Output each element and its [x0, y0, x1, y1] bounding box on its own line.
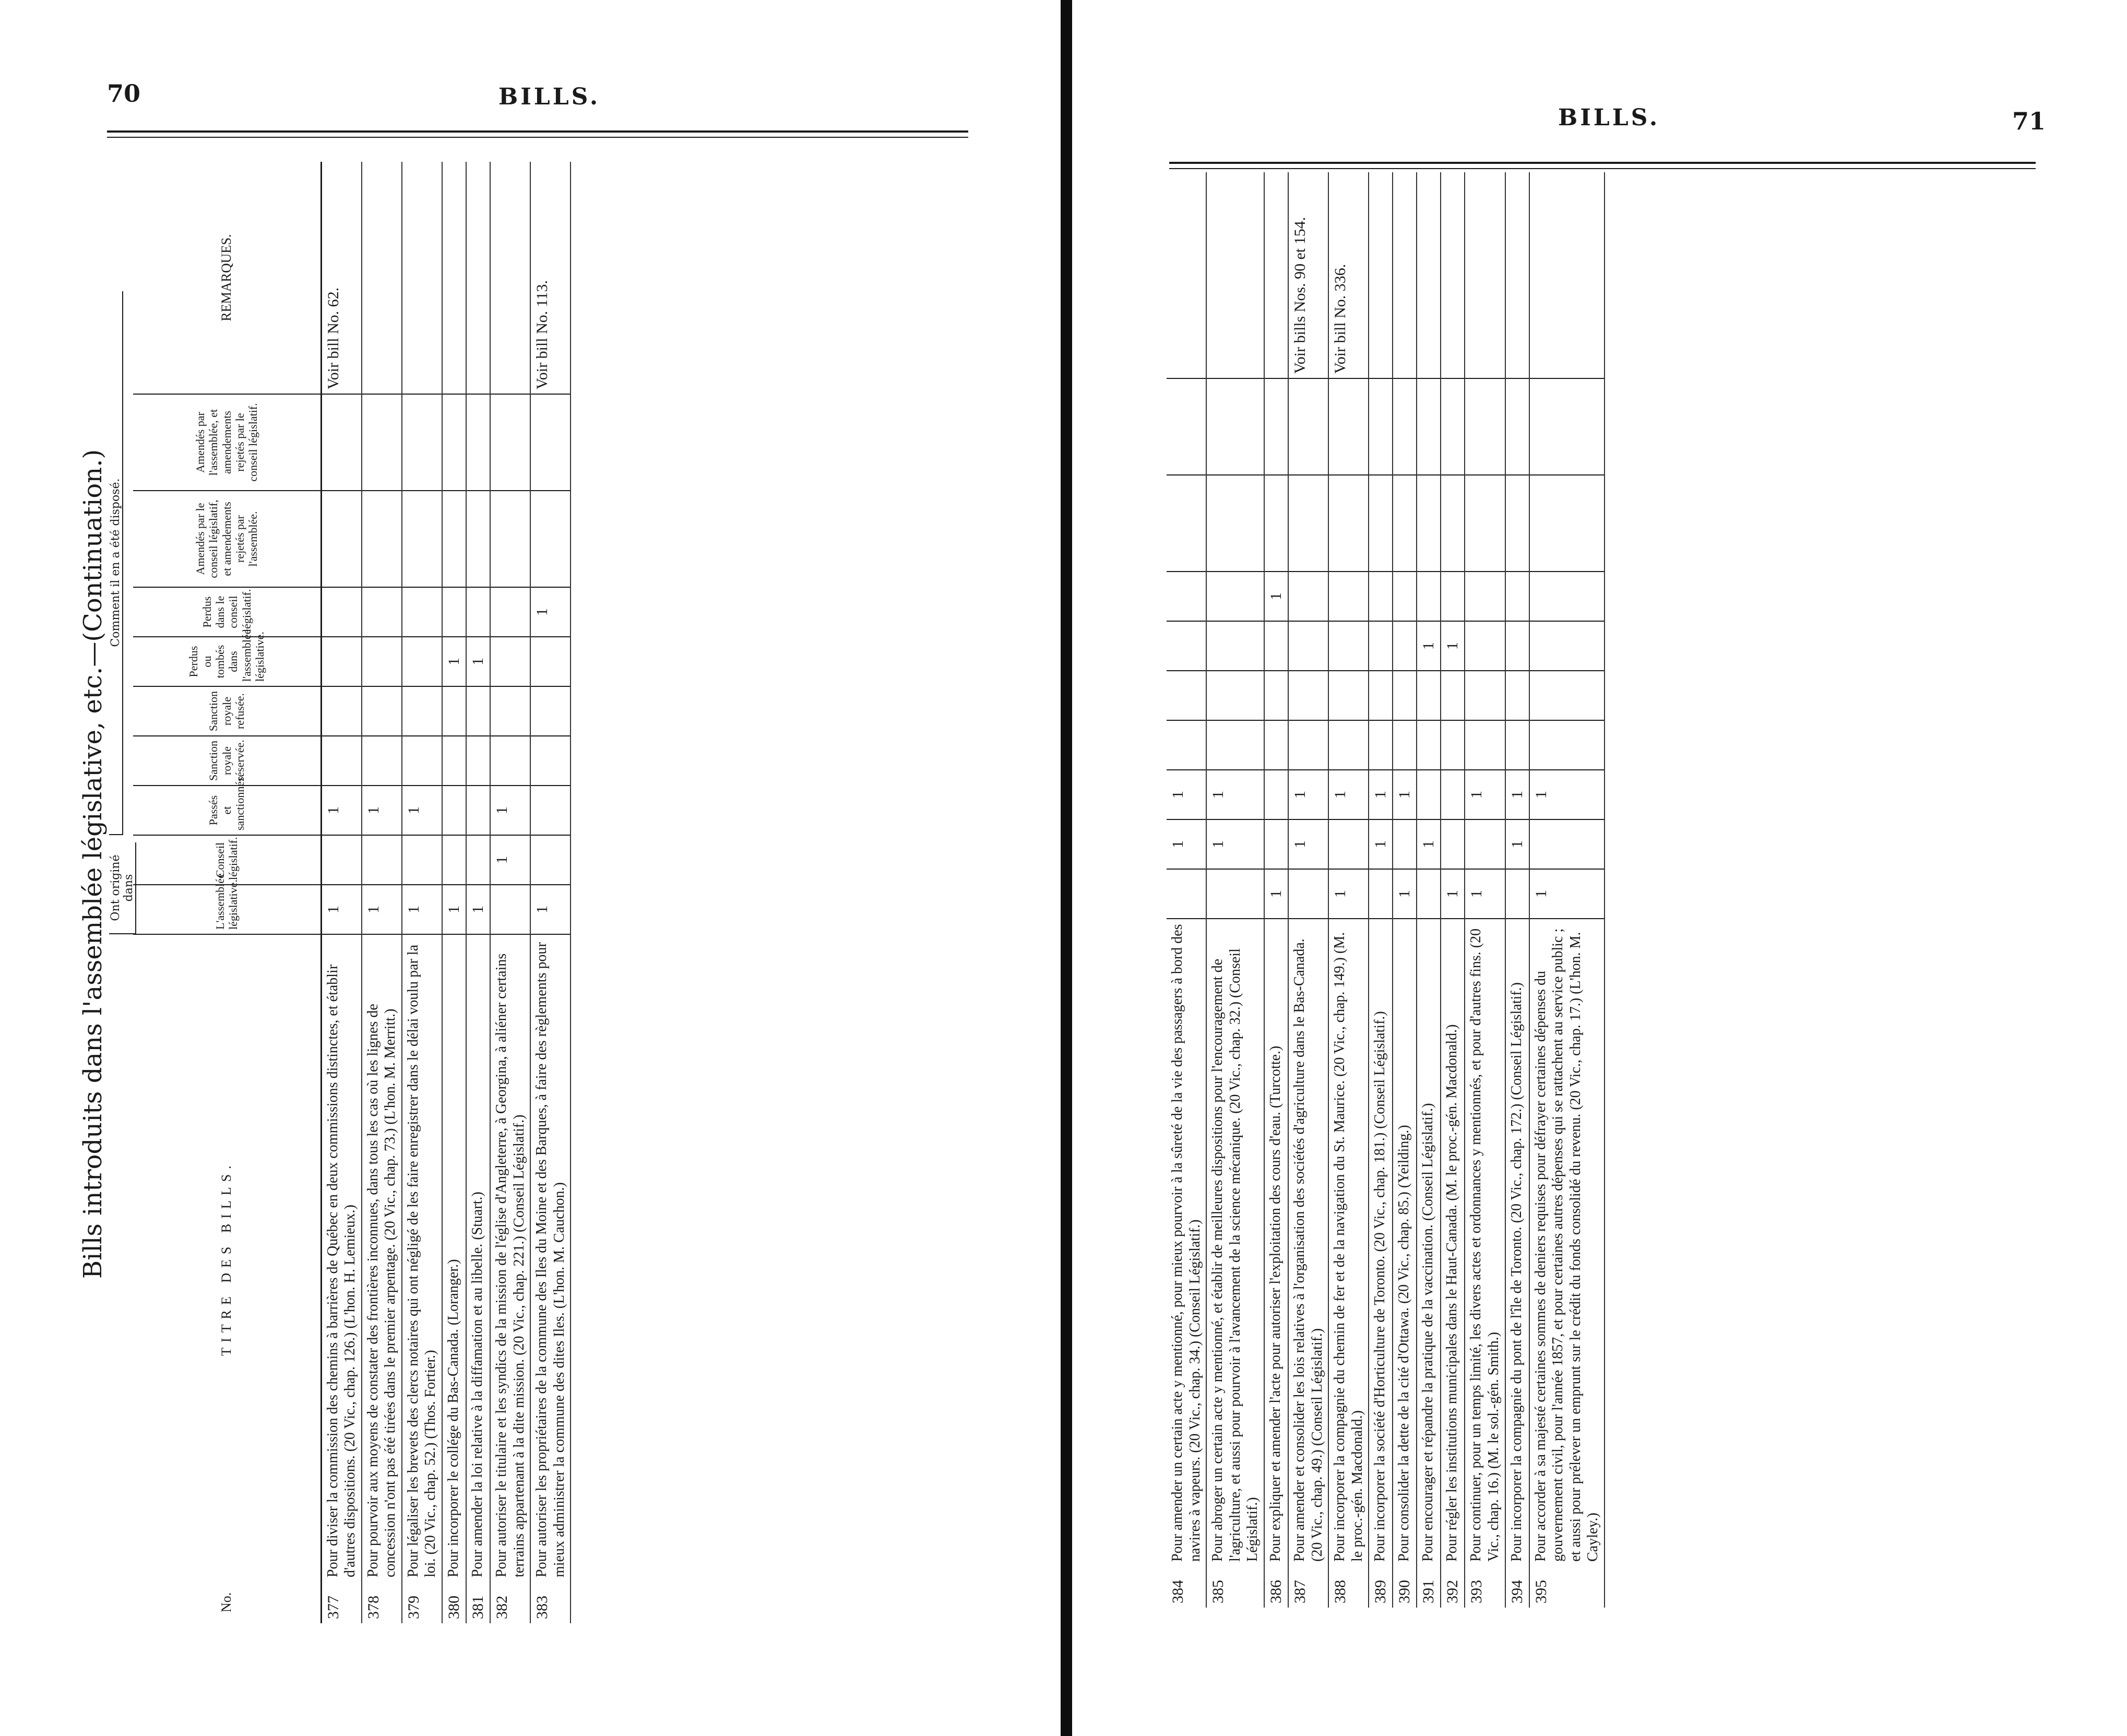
cell-perdus-assemblee — [402, 637, 442, 686]
table-row — [1369, 172, 1393, 1608]
cell-refusee — [1505, 671, 1529, 720]
cell-reservee — [1417, 720, 1441, 770]
cell-refusee — [530, 686, 571, 736]
col-header-remarques: REMARQUES. — [133, 162, 321, 394]
cell-amendes-assemblee — [1393, 378, 1417, 475]
col-header-titre: TITRE DES BILLS. — [133, 934, 321, 1582]
table-row — [402, 162, 442, 1623]
bill-remarque — [1529, 172, 1605, 378]
bill-remarque: Voir bills Nos. 90 et 154. — [1288, 172, 1328, 378]
cell-amendes-assemblee — [321, 394, 362, 491]
cell-amendes-assemblee — [1529, 378, 1605, 475]
bill-number: 377 — [321, 1582, 362, 1623]
cell-perdus-conseil — [1393, 572, 1417, 621]
left-table-title: Bills introduits dans l'assemblée législative, etc.—(Continuation.) — [78, 449, 108, 1279]
table-row — [490, 162, 530, 1623]
cell-perdus-conseil — [1505, 572, 1529, 621]
cell-amendes-assemblee — [1206, 378, 1264, 475]
bill-number: 381 — [466, 1582, 490, 1623]
cell-reservee — [1369, 720, 1393, 770]
cell-perdus-conseil — [1529, 572, 1605, 621]
cell-amendes-conseil — [1369, 475, 1393, 572]
table-row — [1529, 172, 1605, 1608]
col-header-reservee: Sanction royale réservée. — [133, 736, 321, 786]
cell-perdus-assemblee — [1288, 621, 1328, 671]
cell-amendes-conseil — [1288, 475, 1328, 572]
cell-conseil: 1 — [490, 835, 530, 885]
cell-amendes-assemblee — [1441, 378, 1465, 475]
bill-title: Pour continuer, pour un temps limité, les divers actes et ordonnances y mentionnés, et pour d'autres fins. (20 Vic., chap. 16.) (M. le sol.-gén. Smith.) — [1465, 919, 1505, 1566]
col-header-conseil: Conseil législatif. — [133, 835, 321, 885]
cell-conseil — [466, 835, 490, 885]
bill-remarque — [490, 162, 530, 394]
cell-perdus-conseil — [402, 587, 442, 637]
col-header-amendes-assemblee: Amendés par l'assemblée, et amendements rejetés par le conseil législatif. — [133, 394, 321, 491]
table-row — [362, 162, 402, 1623]
cell-amendes-conseil — [321, 491, 362, 587]
bill-remarque — [362, 162, 402, 394]
bill-title: Pour autoriser les propriétaires de la commune des Iles du Moine et des Barques, à faire des règlements pour mieux administrer la commune des dites Iles. (L'hon. M. Cauchon.) — [530, 934, 571, 1582]
bill-title: Pour pourvoir aux moyens de constater des frontières inconnues, dans tous les cas où les lignes de concession n'ont pas été tirées dans le premier arpentage. (20 Vic., chap. 73.) (L'hon. M. Merritt.) — [362, 934, 402, 1582]
cell-amendes-conseil — [1167, 475, 1206, 572]
table-row — [1264, 172, 1288, 1608]
cell-reservee — [1505, 720, 1529, 770]
cell-perdus-assemblee — [490, 637, 530, 686]
cell-assemblee — [490, 885, 530, 934]
table-row — [321, 162, 362, 1623]
cell-conseil: 1 — [1369, 819, 1393, 869]
cell-amendes-conseil — [1417, 475, 1441, 572]
cell-sanctionnes: 1 — [362, 786, 402, 835]
cell-amendes-assemblee — [530, 394, 571, 491]
cell-amendes-conseil — [362, 491, 402, 587]
right-header-rule-2 — [1169, 168, 2036, 169]
cell-perdus-conseil — [442, 587, 466, 637]
bill-title: Pour consolider la dette de la cité d'Ottawa. (20 Vic., chap. 85.) (Yeilding.) — [1393, 919, 1417, 1566]
table-row — [1328, 172, 1369, 1608]
cell-perdus-assemblee: 1 — [466, 637, 490, 686]
bill-title: Pour incorporer la compagnie du pont de l'île de Toronto. (20 Vic., chap. 172.) (Conseil Législatif.) — [1505, 919, 1529, 1566]
cell-perdus-conseil — [321, 587, 362, 637]
col-header-no: No. — [133, 1582, 321, 1623]
cell-assemblee: 1 — [321, 885, 362, 934]
bill-title: Pour accorder à sa majesté certaines sommes de deniers requises pour défrayer certaines dépenses du gouvernement civil, pour l'année 1857, et pour certaines autres dépenses qui se rattachent au service public ; et aussi pour prélever un emprunt sur le crédit du fonds consolidé du revenu. (20 Vic., chap. 17.) (L'hon. M. Cayley.) — [1529, 919, 1605, 1566]
cell-refusee — [1465, 671, 1505, 720]
cell-amendes-assemblee — [466, 394, 490, 491]
cell-reservee — [530, 736, 571, 786]
col-header-perdus-conseil: Perdus dans le conseil législatif. — [133, 587, 321, 637]
cell-perdus-assemblee: 1 — [1441, 621, 1465, 671]
bill-remarque — [1465, 172, 1505, 378]
bill-remarque: Voir bill No. 62. — [321, 162, 362, 394]
bill-number: 384 — [1167, 1566, 1206, 1608]
cell-sanctionnes: 1 — [1529, 770, 1605, 819]
bill-remarque — [1369, 172, 1393, 378]
right-bills-table — [1167, 172, 1605, 1608]
cell-sanctionnes: 1 — [402, 786, 442, 835]
cell-amendes-assemblee — [1328, 378, 1369, 475]
table-row — [1505, 172, 1529, 1608]
cell-conseil — [1328, 819, 1369, 869]
cell-amendes-conseil — [466, 491, 490, 587]
cell-reservee — [321, 736, 362, 786]
cell-refusee — [1206, 671, 1264, 720]
cell-reservee — [1167, 720, 1206, 770]
bill-number: 394 — [1505, 1566, 1529, 1608]
bill-number: 390 — [1393, 1566, 1417, 1608]
table-row — [1465, 172, 1505, 1608]
bill-remarque — [466, 162, 490, 394]
bill-title: Pour diviser la commission des chemins à barrières de Québec en deux commissions distinctes, et établir d'autres dispositions. (20 Vic., chap. 126.) (L'hon. H. Lemieux.) — [321, 934, 362, 1582]
cell-amendes-conseil — [530, 491, 571, 587]
cell-reservee — [490, 736, 530, 786]
cell-reservee — [402, 736, 442, 786]
cell-perdus-conseil — [1328, 572, 1369, 621]
bill-title: Pour expliquer et amender l'acte pour autoriser l'exploitation des cours d'eau. (Turcotte.) — [1264, 919, 1288, 1566]
bill-title: Pour amender un certain acte y mentionné, pour mieux pourvoir à la sûreté de la vie des passagers à bord des navires à vapeurs. (20 Vic., chap. 34.) (Conseil Législatif.) — [1167, 919, 1206, 1566]
bill-title: Pour autoriser le titulaire et les syndics de la mission de l'église d'Angleterre, à Georgina, à aliéner certains terrains appartenant à la dite mission. (20 Vic., chap. 221.) (Conseil Législatif.) — [490, 934, 530, 1582]
cell-amendes-conseil — [490, 491, 530, 587]
cell-perdus-assemblee — [1328, 621, 1369, 671]
bill-title: Pour régler les institutions municipales dans le Haut-Canada. (M. le proc.-gén. Macdonald.) — [1441, 919, 1465, 1566]
cell-amendes-assemblee — [1465, 378, 1505, 475]
cell-perdus-conseil — [1441, 572, 1465, 621]
cell-assemblee: 1 — [402, 885, 442, 934]
bill-remarque: Voir bill No. 113. — [530, 162, 571, 394]
cell-perdus-conseil — [1206, 572, 1264, 621]
right-header-rule — [1169, 162, 2036, 164]
cell-refusee — [1441, 671, 1465, 720]
bill-number: 382 — [490, 1582, 530, 1623]
table-row — [1441, 172, 1465, 1608]
table-row — [466, 162, 490, 1623]
cell-amendes-conseil — [1529, 475, 1605, 572]
cell-perdus-conseil — [1417, 572, 1441, 621]
cell-conseil: 1 — [1206, 819, 1264, 869]
cell-sanctionnes: 1 — [1288, 770, 1328, 819]
bill-number: 386 — [1264, 1566, 1288, 1608]
cell-refusee — [1288, 671, 1328, 720]
cell-perdus-assemblee: 1 — [1417, 621, 1441, 671]
cell-assemblee — [1288, 869, 1328, 919]
cell-reservee — [1288, 720, 1328, 770]
cell-reservee — [362, 736, 402, 786]
cell-refusee — [1264, 671, 1288, 720]
cell-perdus-assemblee — [1529, 621, 1605, 671]
cell-sanctionnes — [466, 786, 490, 835]
bill-title: Pour abroger un certain acte y mentionné, et établir de meilleures dispositions pour l'encouragement de l'agriculture, et aussi pour pourvoir à l'avancement de la science mécanique. (20 Vic., chap. 32.) (Conseil Législatif.) — [1206, 919, 1264, 1566]
cell-reservee — [466, 736, 490, 786]
bill-remarque — [1206, 172, 1264, 378]
cell-refusee — [466, 686, 490, 736]
bill-number: 393 — [1465, 1566, 1505, 1608]
cell-refusee — [1167, 671, 1206, 720]
cell-refusee — [490, 686, 530, 736]
bill-remarque: Voir bill No. 336. — [1328, 172, 1369, 378]
cell-conseil — [1529, 819, 1605, 869]
right-table-rotated — [1167, 172, 2043, 1608]
bill-number: 392 — [1441, 1566, 1465, 1608]
cell-sanctionnes — [1441, 770, 1465, 819]
cell-refusee — [1393, 671, 1417, 720]
table-row — [1417, 172, 1441, 1608]
cell-perdus-conseil — [490, 587, 530, 637]
cell-perdus-assemblee — [362, 637, 402, 686]
cell-refusee — [1328, 671, 1369, 720]
cell-perdus-assemblee — [530, 637, 571, 686]
cell-amendes-assemblee — [1369, 378, 1393, 475]
bill-remarque — [402, 162, 442, 394]
cell-amendes-conseil — [1328, 475, 1369, 572]
cell-assemblee — [1206, 869, 1264, 919]
bill-number: 387 — [1288, 1566, 1328, 1608]
bill-number: 380 — [442, 1582, 466, 1623]
bill-remarque — [1393, 172, 1417, 378]
cell-sanctionnes — [442, 786, 466, 835]
cell-conseil — [442, 835, 466, 885]
cell-sanctionnes: 1 — [1393, 770, 1417, 819]
cell-assemblee: 1 — [1328, 869, 1369, 919]
cell-amendes-assemblee — [1167, 378, 1206, 475]
cell-perdus-conseil — [1465, 572, 1505, 621]
bill-title: Pour incorporer le collége du Bas-Canada. (Loranger.) — [442, 934, 466, 1582]
cell-sanctionnes — [1417, 770, 1441, 819]
bill-remarque — [1441, 172, 1465, 378]
cell-sanctionnes: 1 — [1167, 770, 1206, 819]
cell-assemblee: 1 — [1264, 869, 1288, 919]
table-row — [1288, 172, 1328, 1608]
bill-remarque — [1505, 172, 1529, 378]
cell-amendes-assemblee — [362, 394, 402, 491]
cell-amendes-assemblee — [1288, 378, 1328, 475]
table-row — [1167, 172, 1206, 1608]
cell-sanctionnes: 1 — [1206, 770, 1264, 819]
cell-assemblee: 1 — [442, 885, 466, 934]
cell-reservee — [1441, 720, 1465, 770]
cell-perdus-assemblee — [1465, 621, 1505, 671]
bill-number: 385 — [1206, 1566, 1264, 1608]
cell-perdus-assemblee — [321, 637, 362, 686]
book-spine — [1061, 0, 1072, 1736]
cell-conseil — [402, 835, 442, 885]
group-header-ont-origine: Ont originé dans — [109, 842, 136, 934]
cell-amendes-conseil — [402, 491, 442, 587]
table-row — [530, 162, 571, 1623]
cell-amendes-conseil — [442, 491, 466, 587]
cell-reservee — [1393, 720, 1417, 770]
cell-amendes-conseil — [1206, 475, 1264, 572]
bill-number: 395 — [1529, 1566, 1605, 1608]
bill-number: 379 — [402, 1582, 442, 1623]
cell-conseil — [1465, 819, 1505, 869]
cell-reservee — [442, 736, 466, 786]
col-header-perdus-assemblee: Perdus ou tombés dans l'assemblée législative. — [133, 637, 321, 686]
cell-assemblee: 1 — [1465, 869, 1505, 919]
cell-perdus-conseil: 1 — [530, 587, 571, 637]
cell-refusee — [442, 686, 466, 736]
cell-assemblee: 1 — [466, 885, 490, 934]
cell-sanctionnes: 1 — [1505, 770, 1529, 819]
col-header-assemblee: L'assemblée législative. — [133, 885, 321, 934]
cell-amendes-assemblee — [1505, 378, 1529, 475]
cell-perdus-assemblee — [1393, 621, 1417, 671]
bill-remarque — [1167, 172, 1206, 378]
table-row — [1393, 172, 1417, 1608]
cell-reservee — [1529, 720, 1605, 770]
cell-amendes-assemblee — [1264, 378, 1288, 475]
cell-perdus-conseil — [1369, 572, 1393, 621]
bill-number: 388 — [1328, 1566, 1369, 1608]
cell-refusee — [362, 686, 402, 736]
cell-amendes-conseil — [1441, 475, 1465, 572]
cell-refusee — [1369, 671, 1393, 720]
table-row — [442, 162, 466, 1623]
cell-conseil — [362, 835, 402, 885]
cell-sanctionnes: 1 — [1369, 770, 1393, 819]
cell-perdus-conseil — [1288, 572, 1328, 621]
cell-perdus-conseil — [1167, 572, 1206, 621]
cell-sanctionnes — [1264, 770, 1288, 819]
cell-sanctionnes: 1 — [321, 786, 362, 835]
cell-refusee — [1417, 671, 1441, 720]
cell-assemblee — [1167, 869, 1206, 919]
cell-reservee — [1465, 720, 1505, 770]
left-header-rule — [107, 130, 968, 133]
cell-amendes-conseil — [1264, 475, 1288, 572]
bill-title: Pour amender et consolider les lois relatives à l'organisation des sociétés d'agriculture dans le Bas-Canada. (20 Vic., chap. 49.) (Conseil Législatif.) — [1288, 919, 1328, 1566]
cell-sanctionnes — [530, 786, 571, 835]
left-bills-table — [133, 162, 571, 1623]
cell-assemblee — [1417, 869, 1441, 919]
cell-conseil — [321, 835, 362, 885]
cell-assemblee — [1505, 869, 1529, 919]
cell-perdus-assemblee — [1264, 621, 1288, 671]
cell-conseil: 1 — [1417, 819, 1441, 869]
right-page-header: BILLS. — [1558, 104, 1660, 131]
bill-number: 378 — [362, 1582, 402, 1623]
left-table-rotated — [109, 162, 989, 1623]
cell-reservee — [1328, 720, 1369, 770]
bill-title: Pour légaliser les brevets des clercs notaires qui ont négligé de les faire enregistrer dans le délai voulu par la loi. (20 Vic., chap. 52.) (Thos. Fortier.) — [402, 934, 442, 1582]
group-header-comment: Comment il en a été disposé. — [109, 291, 123, 835]
cell-amendes-assemblee — [490, 394, 530, 491]
cell-amendes-assemblee — [442, 394, 466, 491]
table-row — [1206, 172, 1264, 1608]
cell-assemblee: 1 — [1529, 869, 1605, 919]
cell-amendes-conseil — [1393, 475, 1417, 572]
cell-conseil — [1441, 819, 1465, 869]
cell-perdus-conseil: 1 — [1264, 572, 1288, 621]
bill-title: Pour amender la loi relative à la diffamation et au libelle. (Stuart.) — [466, 934, 490, 1582]
left-page-header: BILLS. — [498, 84, 601, 110]
cell-perdus-assemblee — [1167, 621, 1206, 671]
cell-amendes-assemblee — [1417, 378, 1441, 475]
cell-amendes-conseil — [1505, 475, 1529, 572]
cell-assemblee: 1 — [1441, 869, 1465, 919]
bill-title: Pour incorporer la compagnie du chemin de fer et de la navigation du St. Maurice. (20 Vic., chap. 149.) (M. le proc.-gén. Macdonald.) — [1328, 919, 1369, 1566]
col-header-sanctionnes: Passés et sanctionnés. — [133, 786, 321, 835]
cell-assemblee — [1369, 869, 1393, 919]
cell-amendes-conseil — [1465, 475, 1505, 572]
bill-remarque — [1417, 172, 1441, 378]
cell-perdus-conseil — [362, 587, 402, 637]
cell-assemblee: 1 — [530, 885, 571, 934]
cell-sanctionnes: 1 — [490, 786, 530, 835]
cell-conseil: 1 — [1167, 819, 1206, 869]
cell-conseil — [1264, 819, 1288, 869]
bill-title: Pour incorporer la société d'Horticulture de Toronto. (20 Vic., chap. 181.) (Conseil Législatif.) — [1369, 919, 1393, 1566]
cell-sanctionnes: 1 — [1465, 770, 1505, 819]
cell-refusee — [321, 686, 362, 736]
cell-assemblee: 1 — [362, 885, 402, 934]
bill-remarque — [442, 162, 466, 394]
left-page-number: 70 — [107, 79, 141, 108]
bill-remarque — [1264, 172, 1288, 378]
right-page-number: 71 — [2012, 107, 2046, 135]
left-header-rule-2 — [107, 137, 968, 138]
cell-sanctionnes: 1 — [1328, 770, 1369, 819]
cell-assemblee: 1 — [1393, 869, 1417, 919]
cell-reservee — [1206, 720, 1264, 770]
cell-perdus-assemblee: 1 — [442, 637, 466, 686]
cell-reservee — [1264, 720, 1288, 770]
cell-refusee — [1529, 671, 1605, 720]
cell-refusee — [402, 686, 442, 736]
cell-conseil: 1 — [1288, 819, 1328, 869]
bill-title: Pour encourager et répandre la pratique de la vaccination. (Conseil Législatif.) — [1417, 919, 1441, 1566]
bill-number: 389 — [1369, 1566, 1393, 1608]
cell-perdus-assemblee — [1505, 621, 1529, 671]
cell-perdus-assemblee — [1369, 621, 1393, 671]
cell-conseil: 1 — [1505, 819, 1529, 869]
col-header-amendes-conseil: Amendés par le conseil législatif, et amendements rejetés par l'assemblée. — [133, 491, 321, 587]
bill-number: 391 — [1417, 1566, 1441, 1608]
bill-number: 383 — [530, 1582, 571, 1623]
col-header-refusee: Sanction royale refusée. — [133, 686, 321, 736]
cell-conseil — [1393, 819, 1417, 869]
cell-conseil — [530, 835, 571, 885]
cell-perdus-assemblee — [1206, 621, 1264, 671]
cell-perdus-conseil — [466, 587, 490, 637]
cell-amendes-assemblee — [402, 394, 442, 491]
